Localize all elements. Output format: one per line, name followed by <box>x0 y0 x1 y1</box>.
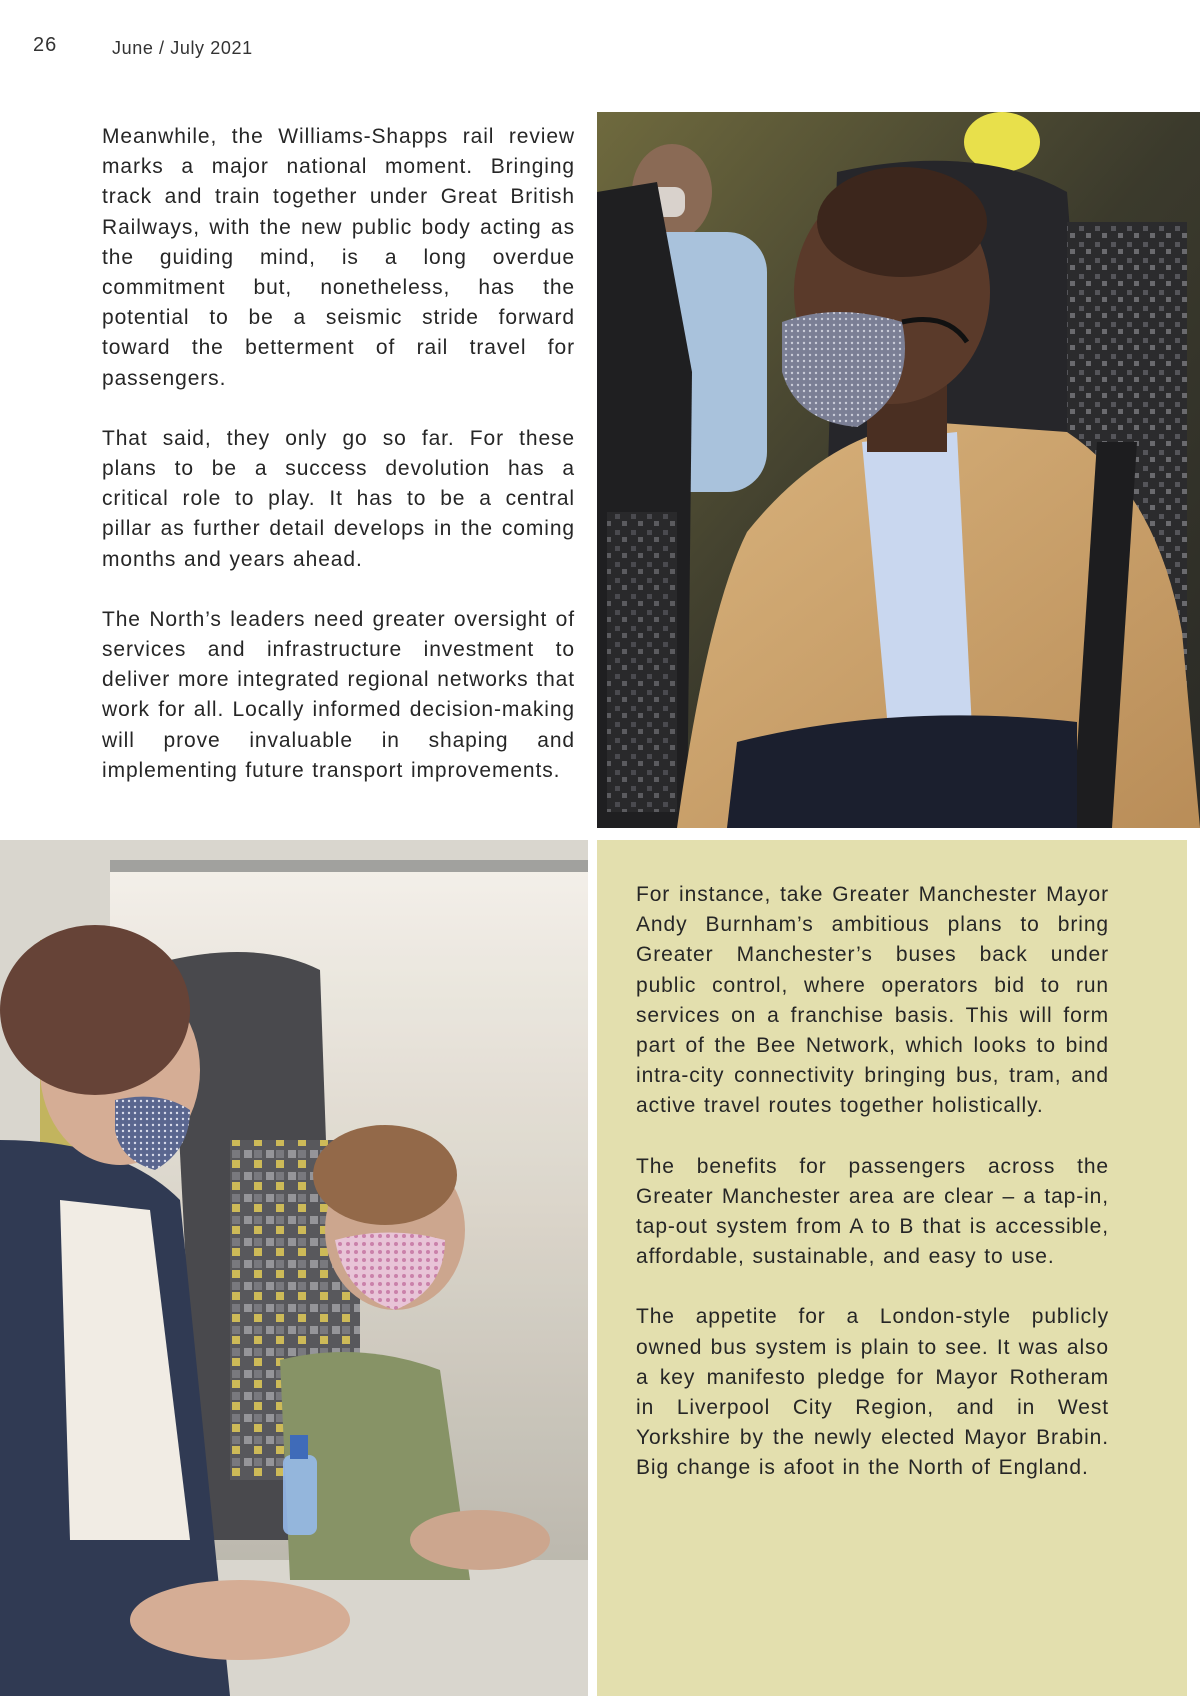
man-in-mask-on-train-photo <box>597 112 1200 828</box>
woman-and-girl-in-masks-on-train-photo <box>0 840 588 1696</box>
left-text-column <box>102 122 575 816</box>
body-paragraph: Meanwhile, the Williams-Shapps rail review marks a major national moment. Bringing track and train together under Great British Railways, with the new public body acting as the guiding mind, is a long overdue commitment but, nonetheless, has the potential to be a seismic stride forward toward the betterment of rail travel for passengers. <box>102 125 575 390</box>
body-paragraph: The North’s leaders need greater oversight of services and infrastructure investment to deliver more integrated regional networks that work for all. Locally informed decision-making will prove invaluable in shaping and implementing future transport improvements. <box>102 607 575 782</box>
panel-text-column <box>636 880 1109 1514</box>
panel-paragraph: For instance, take Greater Manchester Mayor Andy Burnham’s ambitious plans to bring Greater Manchester’s buses back under public control, where operators bid to run services on a franchise basis. This will form part of the Bee Network, which looks to bind intra-city connectivity bringing bus, tram, and active travel routes together holistically. <box>636 883 1109 1118</box>
page-number: 26 <box>33 34 58 56</box>
issue-date: June / July 2021 <box>112 38 253 58</box>
body-paragraph: That said, they only go so far. For these plans to be a success devolution has a critical role to play. It has to be a central pillar as further detail develops in the coming months and years ahead. <box>102 426 575 571</box>
panel-paragraph: The benefits for passengers across the Greater Manchester area are clear – a tap-in, tap-out system from A to B that is accessible, affordable, sustainable, and easy to use. <box>636 1154 1109 1269</box>
panel-paragraph: The appetite for a London-style publicly owned bus system is plain to see. It was also a key manifesto pledge for Mayor Rotheram in Liverpool City Region, and in West Yorkshire by the newly elected Mayor Brabin. Big change is afoot in the North of England. <box>636 1305 1109 1480</box>
